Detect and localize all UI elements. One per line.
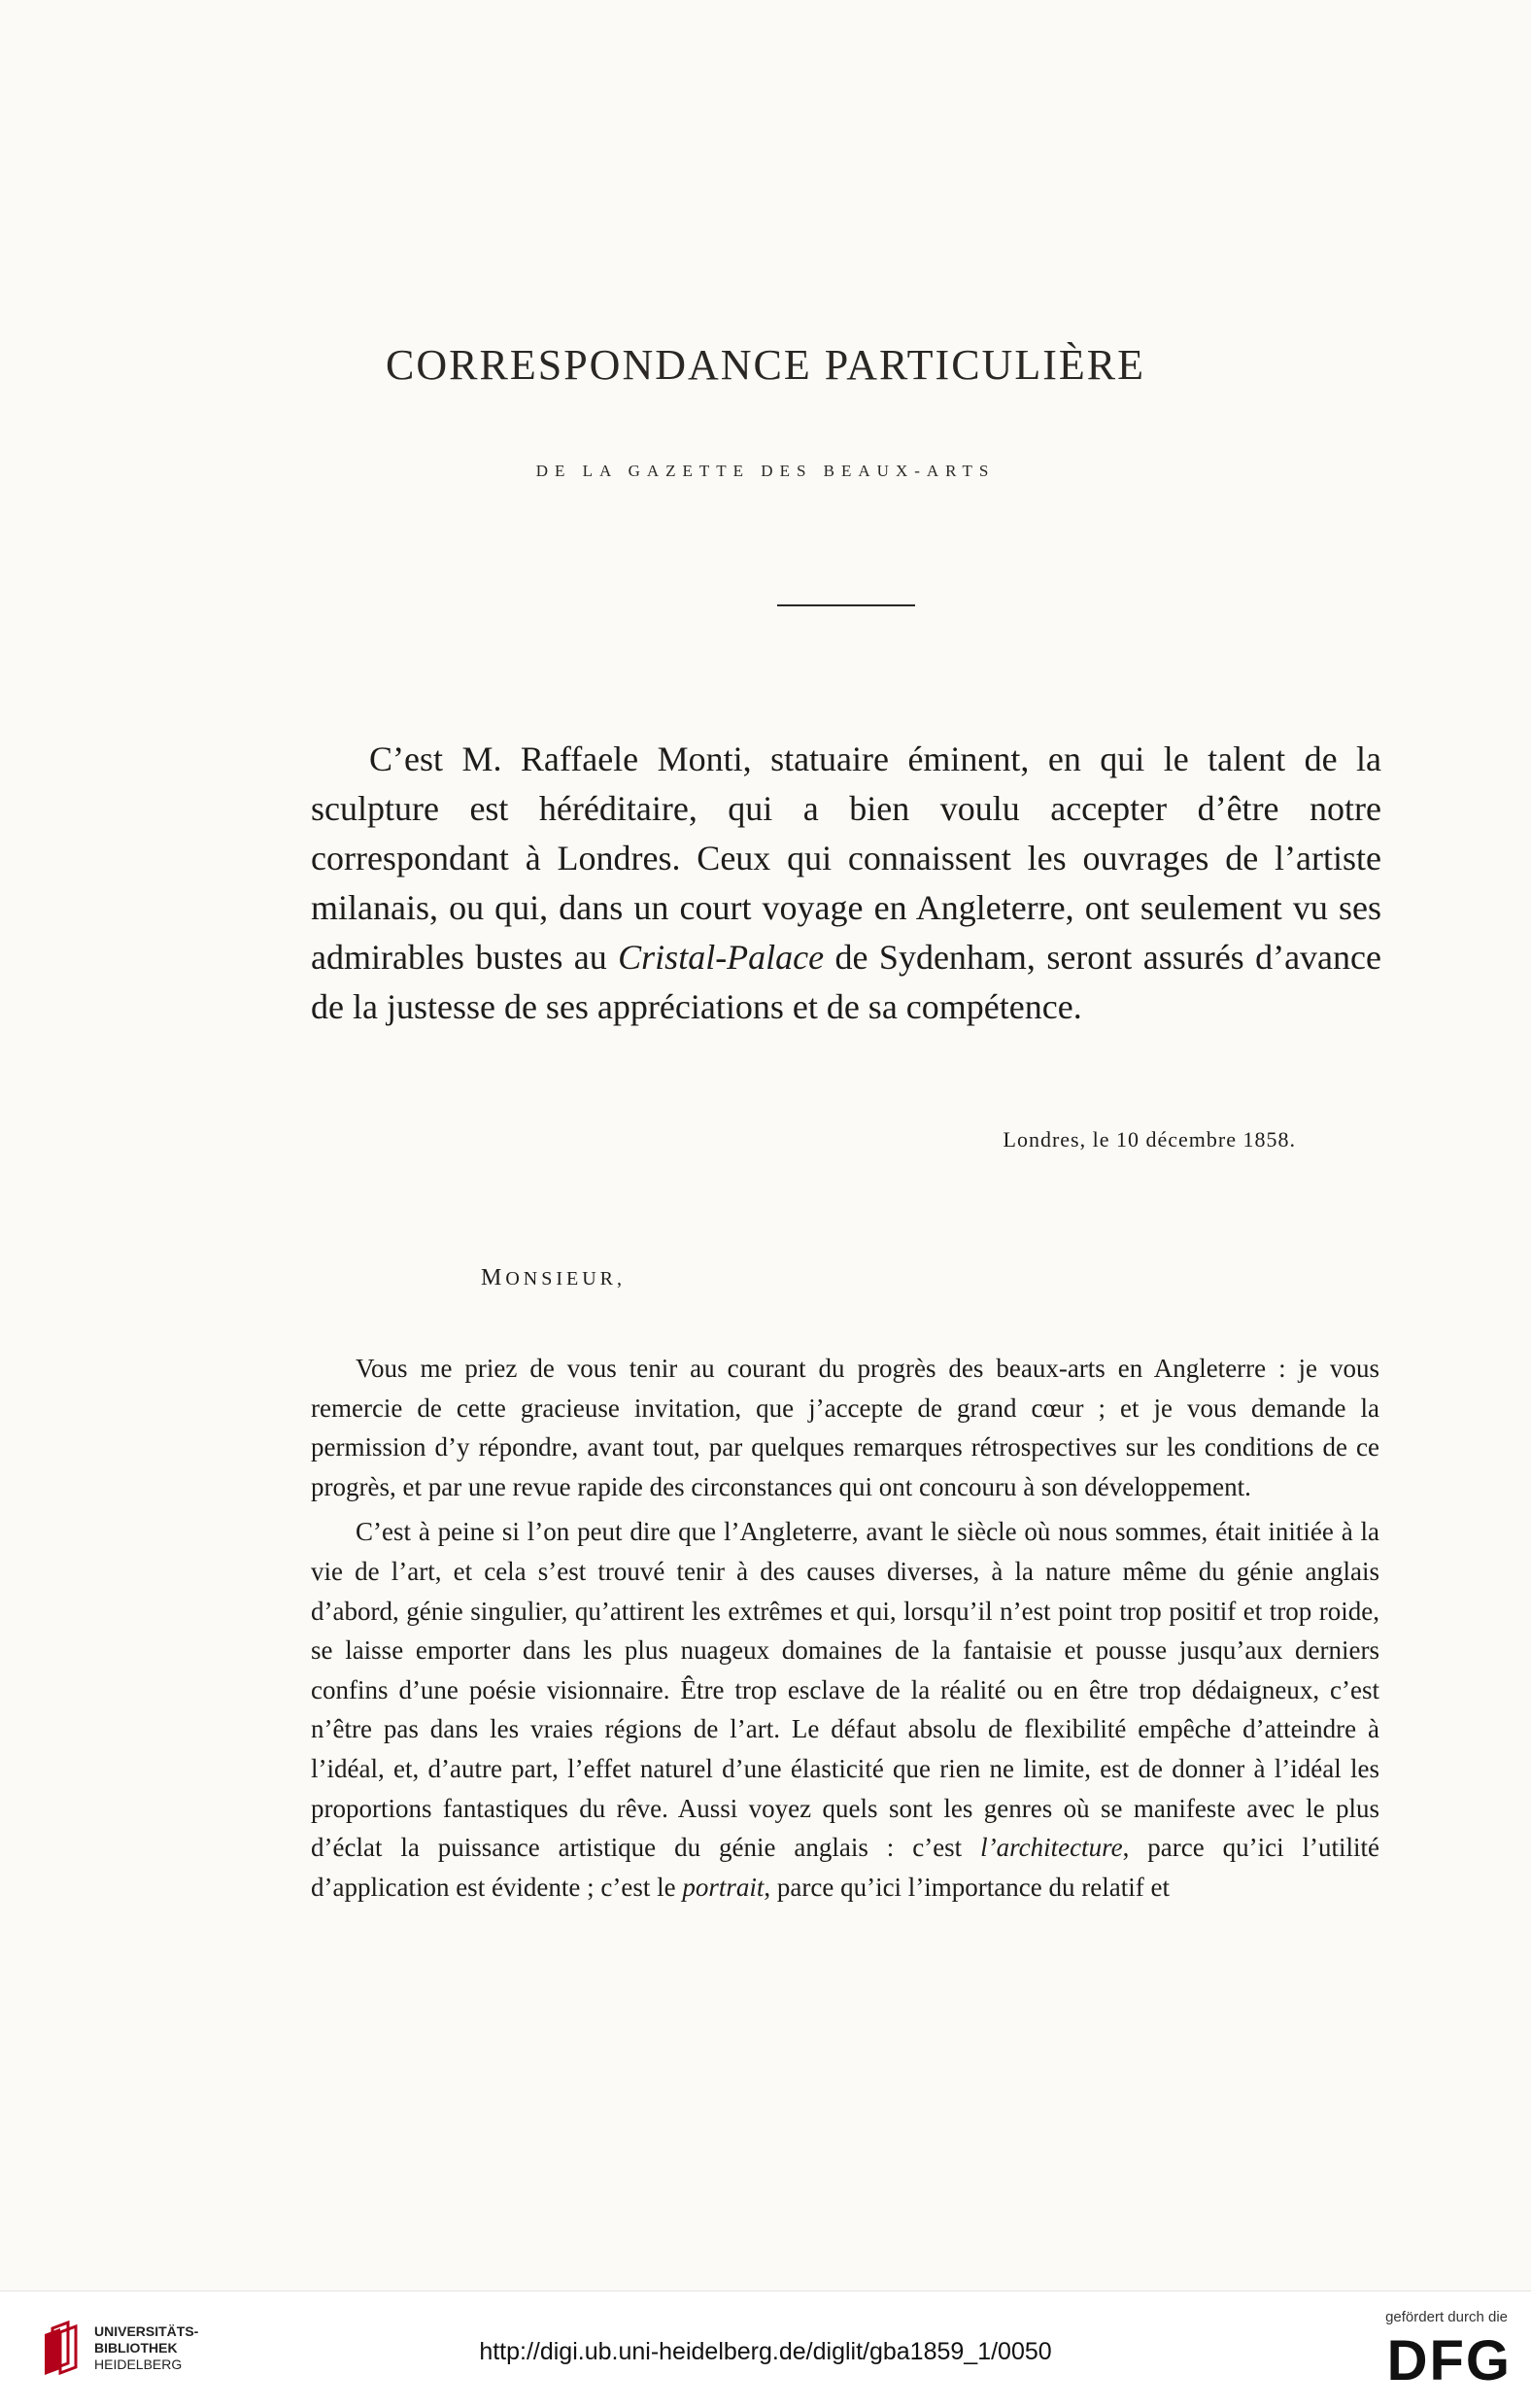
library-name-line-2: BIBLIOTHEK [94,2340,178,2356]
body-paragraph-2 [311,1512,1379,1907]
dfg-logo: DFG [1386,2329,1512,2392]
library-name-line-3: HEIDELBERG [94,2356,183,2372]
intro-italic-venue: Cristal-Palace [618,938,825,977]
salutation [481,1265,626,1291]
digitization-footer [0,2290,1531,2408]
permalink-url[interactable]: http://digi.ub.uni-heidelberg.de/diglit/gba1859_1/0050 [479,2338,1052,2365]
body-p2-italic-portrait: portrait [682,1872,765,1902]
intro-text-start: C’est M. Raffaele Monti, statuaire éminent, en qui le talent de la sculpture est héréditaire, qui a bien voulu accepter d’être notre correspondant à Londres. Ceux qui connaissent les ouvrages de l’artiste milanais, ou qui, dans un court voyage en Angleterre, ont seulement vu ses admirables bustes au [311,740,1381,977]
body-p2-text-a: C’est à peine si l’on peut dire que l’Angleterre, avant le siècle où nous sommes, était initiée à la vie de l’art, et cela s’est trouvé tenir à des causes diverses, à la nature même du génie anglais d’abord, génie singulier, qu’attirent les extrêmes et qui, lorsqu’il n’est point trop positif et trop roide, se laisse emporter dans les plus nuageux domaines de la fantaisie et pousse jusqu’aux derniers confins d’une poésie visionnaire. Être trop esclave de la réalité ou en être trop dédaigneux, c’est n’être pas dans les vraies régions de l’art. Le défaut absolu de flexibilité empêche d’atteindre à l’idéal, et, d’autre part, l’effet naturel d’une élasticité que rien ne limite, est de donner à l’idéal les proportions fantastiques du rêve. Aussi voyez quels sont les genres où se manifeste avec le plus d’éclat la puissance artistique du génie anglais : c’est [311,1517,1379,1863]
dateline: Londres, le 10 décembre 1858. [1003,1127,1296,1152]
body-p2-italic-architecture: l’architecture [980,1833,1123,1863]
salutation-rest: ONSIEUR, [505,1268,627,1290]
body-p2-text-b: , parce qu’ici l’utilité d’application est évidente ; c’est le [311,1833,1379,1902]
page-title: CORRESPONDANCE PARTICULIÈRE [386,341,1145,389]
intro-paragraph [311,735,1381,1032]
title-divider [777,604,915,606]
page-subtitle: DE LA GAZETTE DES BEAUX-ARTS [535,462,996,480]
library-name-line-1: UNIVERSITÄTS- [94,2323,199,2339]
body-p2-text-c: , parce qu’ici l’importance du relatif et [764,1872,1170,1902]
letter-body [311,1349,1379,1912]
intro-text-end: de Sydenham, seront assurés d’avance de la justesse de ses appréciations et de sa compétence. [311,938,1381,1026]
body-paragraph-1: Vous me priez de vous tenir au courant du progrès des beaux-arts en Angleterre : je vous remercie de cette gracieuse invitation, que j’accepte de grand cœur ; et je vous demande la permission d’y répondre, avant tout, par quelques remarques rétrospectives sur les conditions de ce progrès, et par une revue rapide des circonstances qui ont concouru à son développement. [311,1354,1379,1501]
funding-label: gefördert durch die [1385,2309,1508,2325]
salutation-initial: M [481,1265,506,1290]
